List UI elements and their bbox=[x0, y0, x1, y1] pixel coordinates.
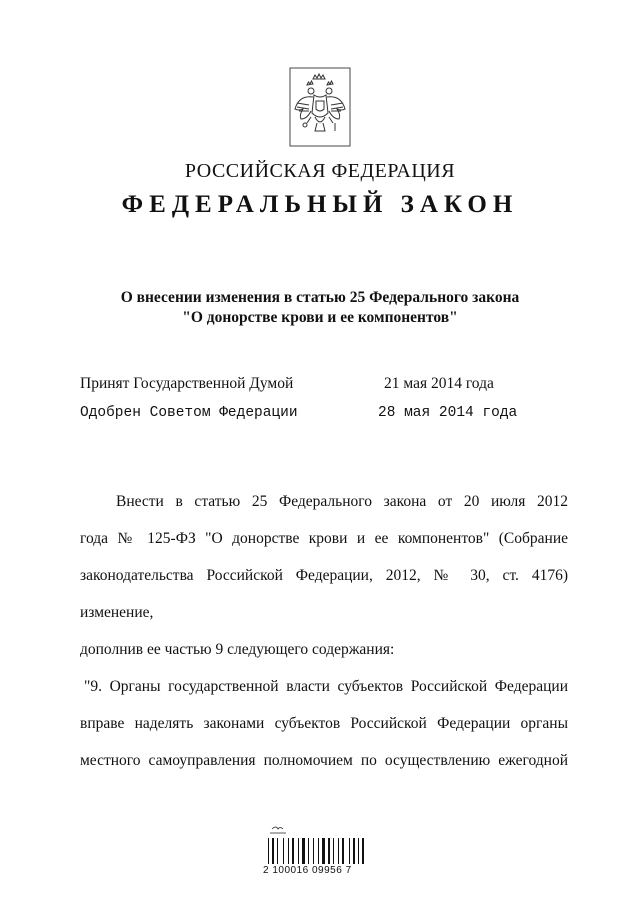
law-title-line-2: "О донорстве крови и ее компонентов" bbox=[182, 309, 458, 326]
document-type-heading: ФЕДЕРАЛЬНЫЙ ЗАКОН bbox=[121, 191, 519, 218]
paragraph-1-line-3: законодательства Российской Федерации, 2012, № 30, ст. 4176) изменение, bbox=[80, 567, 568, 621]
paragraph-1-line-1: Внести в статью 25 Федерального закона от 20 июля 2012 bbox=[116, 493, 568, 510]
law-body-text bbox=[80, 483, 568, 779]
paragraph-1-line-2: года № 125-ФЗ "О донорстве крови и ее компонентов" (Собрание bbox=[80, 530, 568, 547]
coat-of-arms-emblem bbox=[289, 67, 351, 147]
duma-adoption-date: 21 мая 2014 года bbox=[384, 375, 494, 392]
duma-adoption-label: Принят Государственной Думой bbox=[80, 375, 294, 392]
paragraph-2-line-2: вправе наделять законами субъектов Российской Федерации органы bbox=[80, 715, 568, 732]
paragraph-2-line-3: местного самоуправления полномочием по осуществлению ежегодной bbox=[80, 752, 568, 769]
law-title-line-1: О внесении изменения в статью 25 Федерального закона bbox=[120, 289, 520, 306]
country-heading: РОССИЙСКАЯ ФЕДЕРАЦИЯ bbox=[184, 160, 456, 182]
paragraph-1-line-4: дополнив ее частью 9 следующего содержания: bbox=[80, 641, 395, 658]
council-approval-date: 28 мая 2014 года bbox=[378, 405, 518, 421]
barcode-number: 2 100016 09956 7 bbox=[263, 865, 352, 876]
paragraph-2-line-1: "9. Органы государственной власти субъектов Российской Федерации bbox=[84, 678, 568, 695]
law-title bbox=[0, 288, 640, 328]
council-approval-label: Одобрен Советом Федерации bbox=[80, 405, 298, 421]
